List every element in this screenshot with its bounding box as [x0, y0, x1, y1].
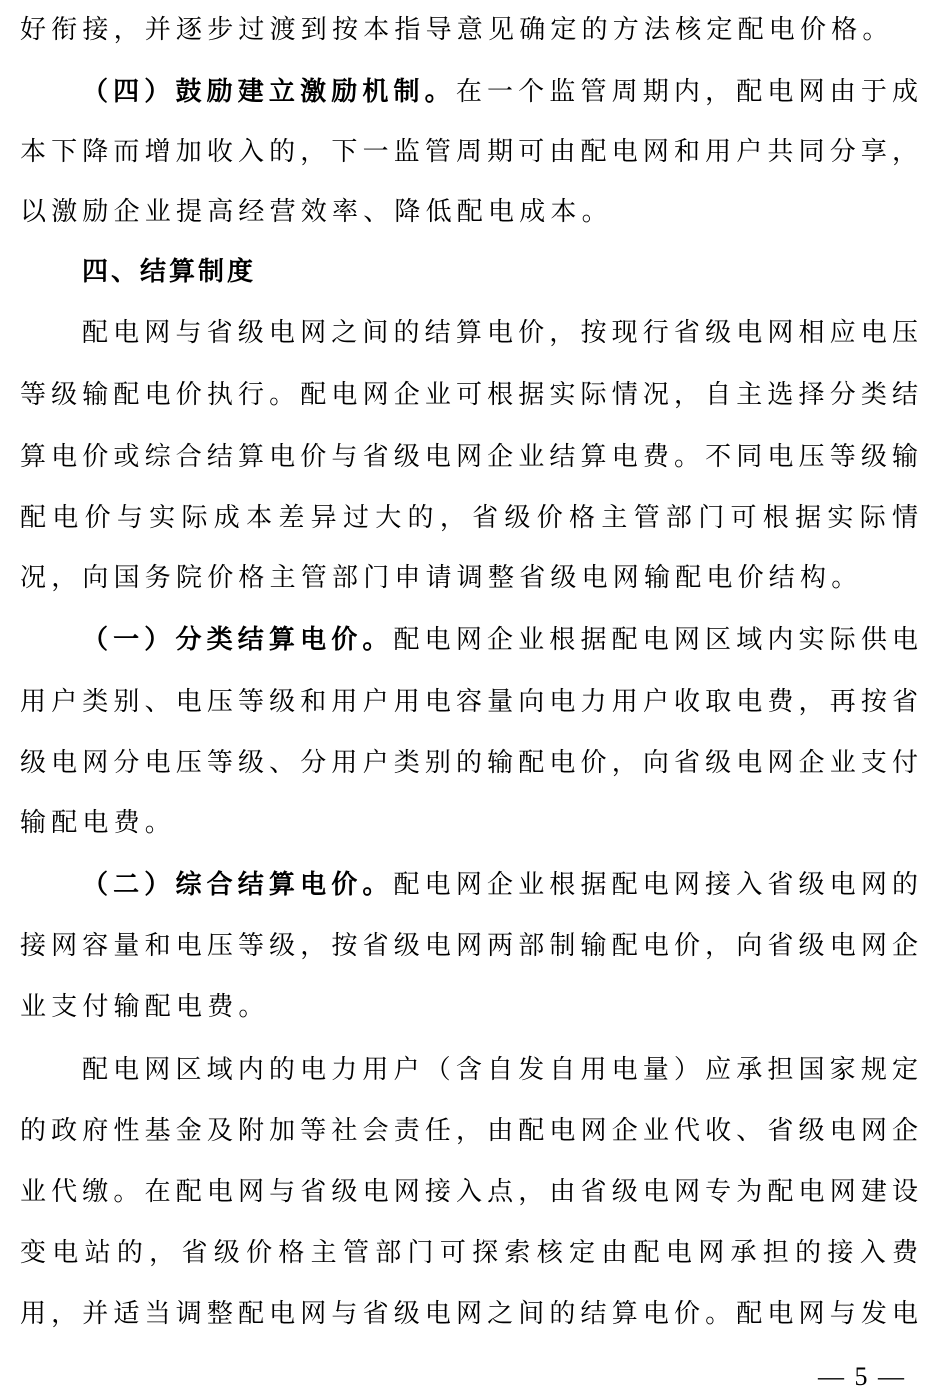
line-text: 业支付输配电费。 — [20, 992, 270, 1022]
line-text: 好衔接，并逐步过渡到按本指导意见确定的方法核定配电价格。 — [20, 15, 894, 45]
text-line — [20, 502, 918, 534]
text-line — [82, 76, 918, 108]
line-text: 输配电费。 — [20, 808, 177, 838]
line-text: 配电网企业根据配电网区域内实际供电 — [393, 625, 918, 655]
text-line — [82, 624, 918, 656]
line-text: 接网容量和电压等级，按省级电网两部制输配电价，向省级电网企 — [20, 931, 918, 961]
text-line — [20, 196, 918, 228]
text-line — [20, 562, 918, 594]
line-text: 级电网分电压等级、分用户类别的输配电价，向省级电网企业支付 — [20, 748, 918, 778]
text-line — [20, 136, 918, 168]
subsection-title: （四）鼓励建立激励机制。 — [82, 77, 456, 107]
text-line — [20, 14, 918, 46]
text-line — [20, 1176, 918, 1208]
text-line — [20, 379, 918, 411]
line-text: 以激励企业提高经营效率、降低配电成本。 — [20, 197, 613, 227]
line-text: 本下降而增加收入的，下一监管周期可由配电网和用户共同分享， — [20, 137, 918, 167]
line-text: 的政府性基金及附加等社会责任，由配电网企业代收、省级电网企 — [20, 1116, 918, 1146]
line-text: 算电价或综合结算电价与省级电网企业结算电费。不同电压等级输 — [20, 442, 918, 472]
line-text: 况，向国务院价格主管部门申请调整省级电网输配电价结构。 — [20, 563, 863, 593]
text-line — [20, 686, 918, 718]
text-line — [20, 807, 918, 839]
line-text: 业代缴。在配电网与省级电网接入点，由省级电网专为配电网建设 — [20, 1177, 918, 1207]
text-line — [20, 747, 918, 779]
line-text: 等级输配电价执行。配电网企业可根据实际情况，自主选择分类结 — [20, 380, 918, 410]
line-text: 配电网与省级电网之间的结算电价，按现行省级电网相应电压 — [82, 318, 918, 348]
line-text: 在一个监管周期内，配电网由于成 — [455, 77, 918, 107]
line-text: 变电站的，省级价格主管部门可探索核定由配电网承担的接入费 — [20, 1238, 918, 1268]
text-line — [20, 1298, 918, 1330]
line-text: 配电价与实际成本差异过大的，省级价格主管部门可根据实际情 — [20, 503, 918, 533]
text-line — [20, 441, 918, 473]
text-line — [82, 317, 918, 349]
subsection-title: （二）综合结算电价。 — [82, 870, 394, 900]
section-heading — [82, 256, 918, 288]
text-line — [82, 1054, 918, 1086]
text-line — [20, 991, 918, 1023]
text-line — [20, 1115, 918, 1147]
line-text: 配电网区域内的电力用户（含自发自用电量）应承担国家规定 — [82, 1055, 918, 1085]
page-number: — 5 — — [818, 1362, 906, 1391]
line-text: 用户类别、电压等级和用户用电容量向电力用户收取电费，再按省 — [20, 687, 918, 717]
text-line — [20, 1237, 918, 1269]
line-text: 四、结算制度 — [82, 257, 257, 287]
text-line — [82, 869, 918, 901]
subsection-title: （一）分类结算电价。 — [82, 625, 394, 655]
line-text: 用，并适当调整配电网与省级电网之间的结算电价。配电网与发电 — [20, 1299, 918, 1329]
text-line — [20, 930, 918, 962]
line-text: 配电网企业根据配电网接入省级电网的 — [393, 870, 918, 900]
